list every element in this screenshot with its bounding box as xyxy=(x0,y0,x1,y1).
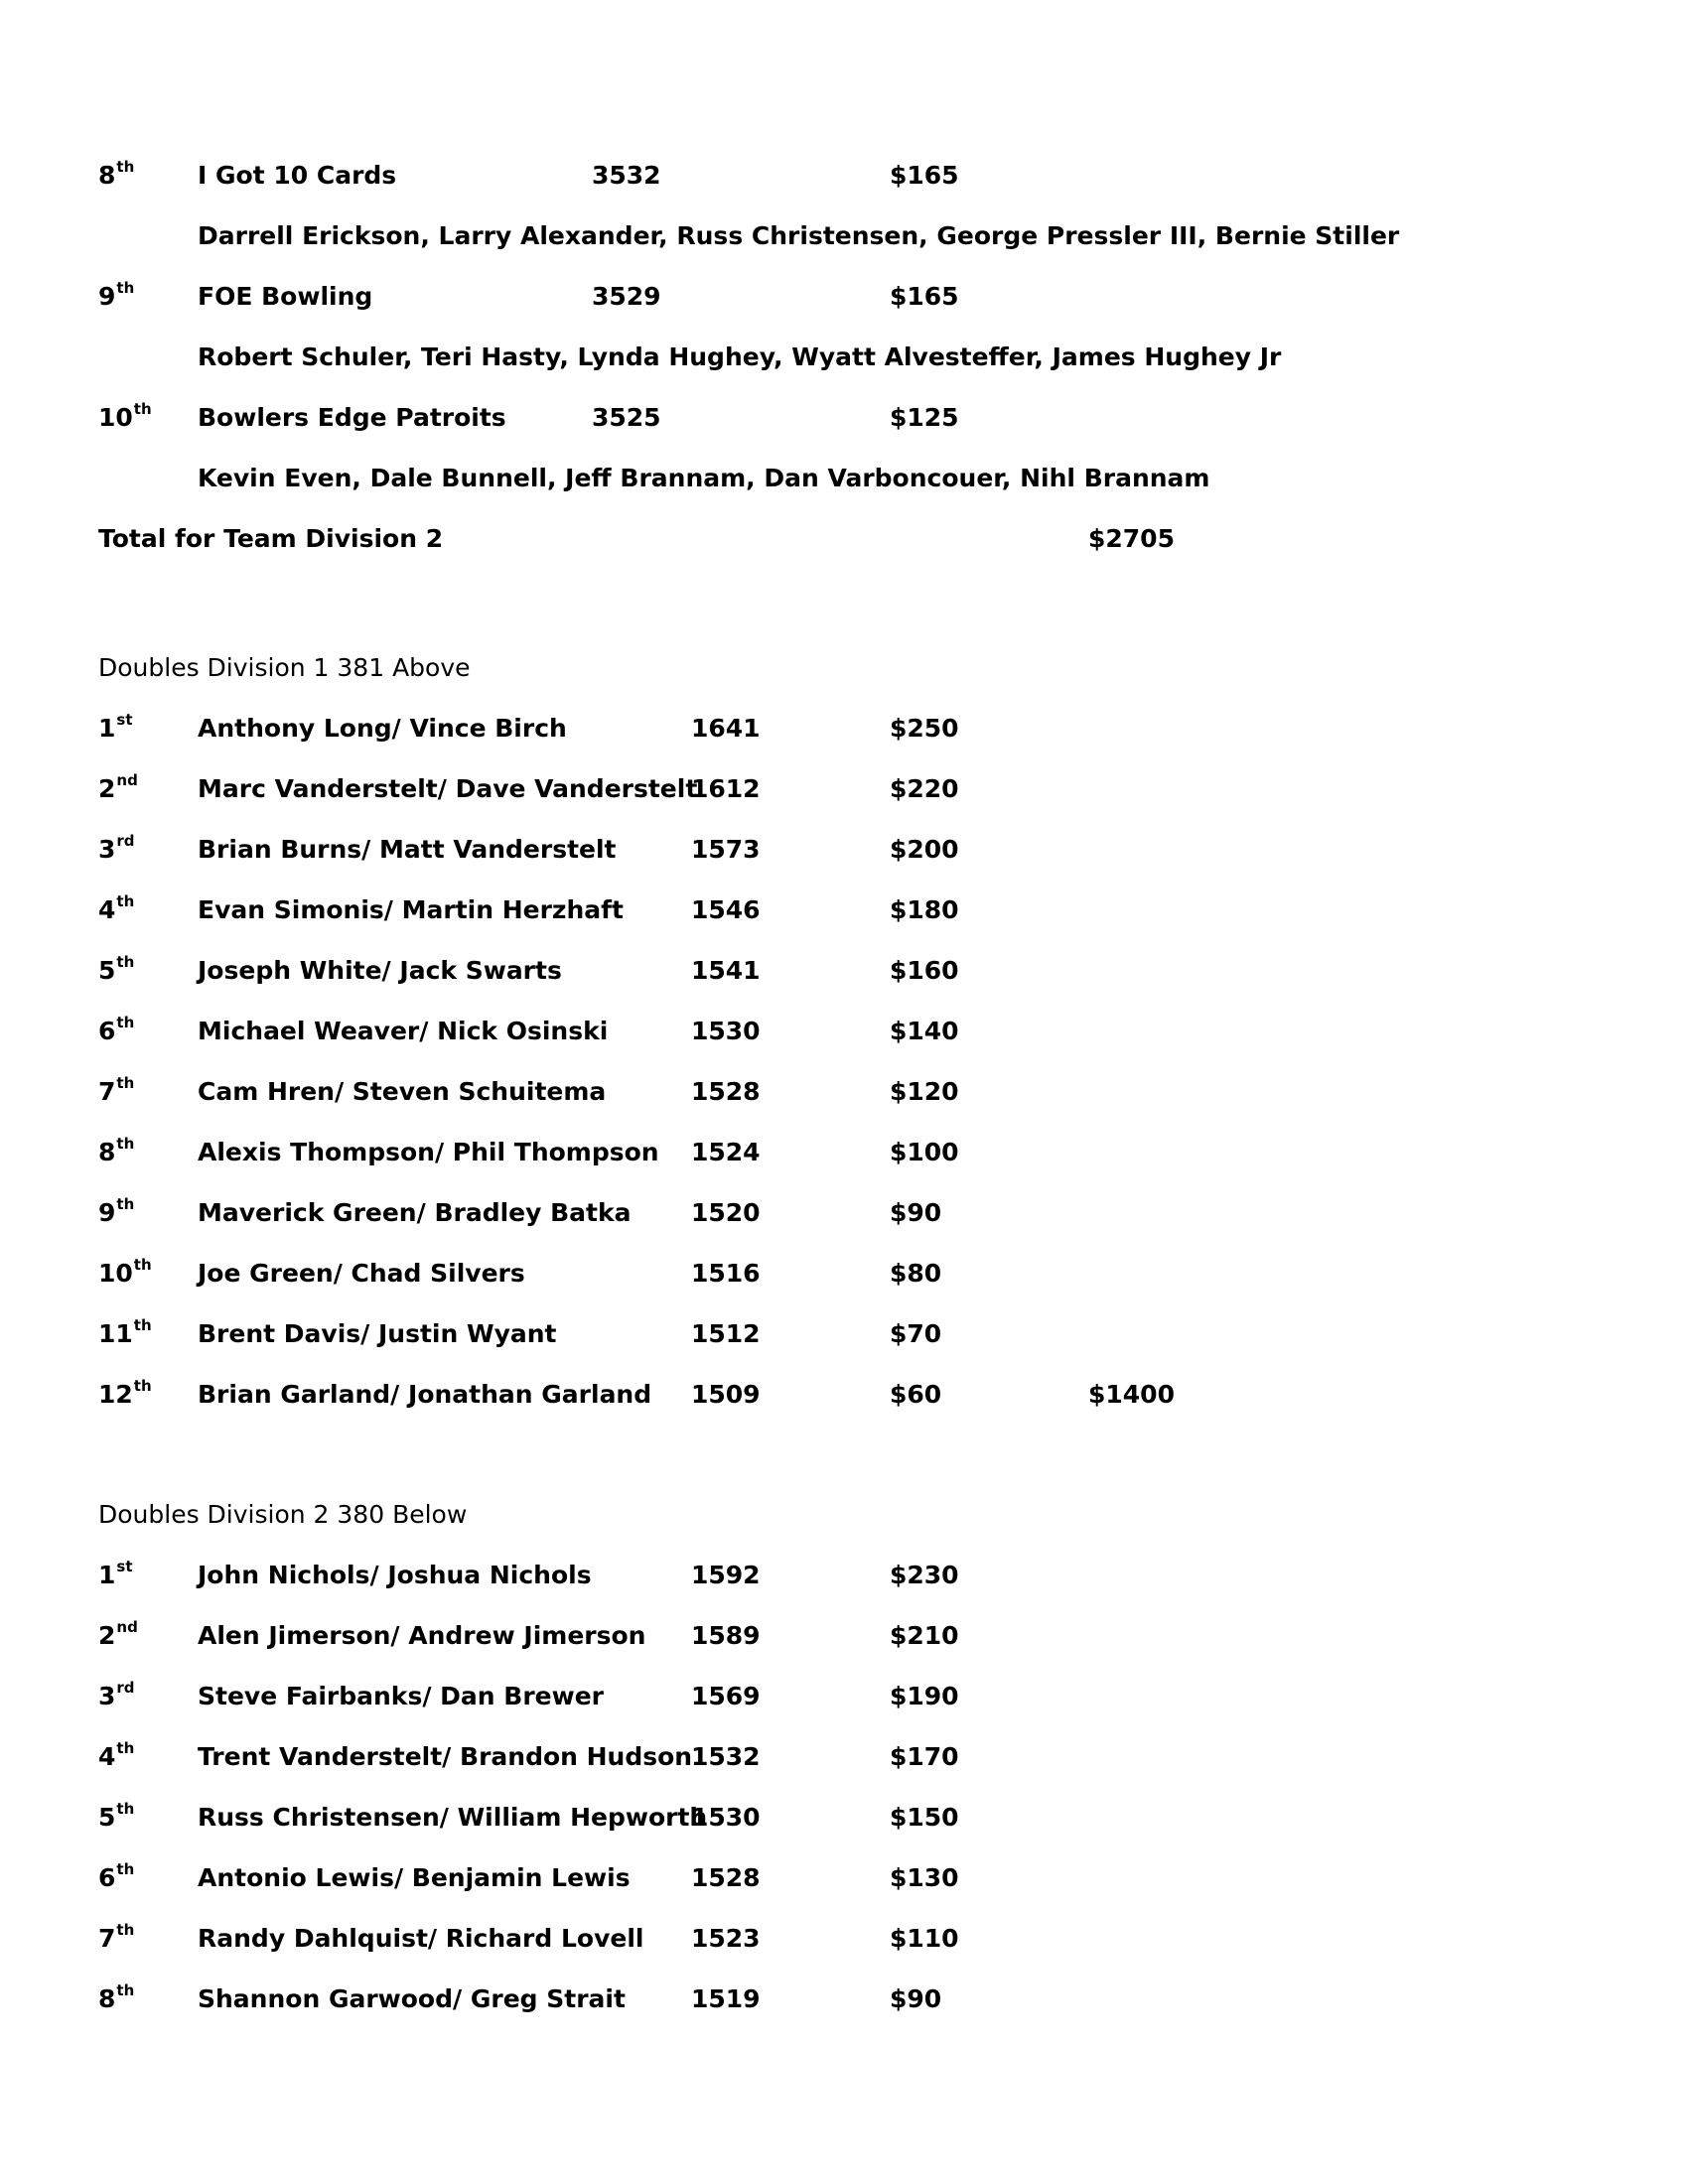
doubles-entry xyxy=(0,1254,1688,1294)
doubles-entry xyxy=(0,1858,1688,1898)
place: 9th xyxy=(98,1195,135,1227)
pair-names: Anthony Long/ Vince Birch xyxy=(198,714,567,743)
prize: $110 xyxy=(890,1924,959,1953)
prize: $180 xyxy=(890,895,959,924)
doubles-entry xyxy=(0,951,1688,991)
prize: $90 xyxy=(890,1984,942,2013)
place: 1st xyxy=(98,1558,133,1589)
pair-score: 1516 xyxy=(691,1259,761,1288)
place: 7th xyxy=(98,1921,135,1953)
doubles-entry xyxy=(0,1979,1688,2019)
pair-names: Marc Vanderstelt/ Dave Vanderstelt xyxy=(198,774,698,803)
prize: $165 xyxy=(890,282,959,311)
prize: $170 xyxy=(890,1742,959,1771)
pair-score: 1528 xyxy=(691,1863,761,1892)
pair-score: 1592 xyxy=(691,1561,761,1589)
total-value: $1400 xyxy=(1088,1380,1175,1409)
pair-score: 1641 xyxy=(691,714,761,743)
team-entry xyxy=(0,156,1688,196)
pair-score: 1541 xyxy=(691,956,761,985)
team-members: Robert Schuler, Teri Hasty, Lynda Hughey, Wyatt Alvesteffer, James Hughey Jr xyxy=(198,342,1282,371)
pair-names: Alexis Thompson/ Phil Thompson xyxy=(198,1138,659,1166)
pair-names: Evan Simonis/ Martin Herzhaft xyxy=(198,895,624,924)
team-score: 3532 xyxy=(592,161,661,190)
doubles-entry xyxy=(0,1012,1688,1051)
team-name: Bowlers Edge Patroits xyxy=(198,403,506,432)
prize: $200 xyxy=(890,835,959,864)
doubles-entry xyxy=(0,1375,1688,1415)
team-entry xyxy=(0,398,1688,438)
pair-names: Brent Davis/ Justin Wyant xyxy=(198,1319,557,1348)
team-name: FOE Bowling xyxy=(198,282,373,311)
place: 2nd xyxy=(98,1618,138,1650)
pair-score: 1573 xyxy=(691,835,761,864)
prize: $230 xyxy=(890,1561,959,1589)
pair-score: 1509 xyxy=(691,1380,761,1409)
prize: $140 xyxy=(890,1017,959,1045)
pair-score: 1520 xyxy=(691,1198,761,1227)
pair-names: Joseph White/ Jack Swarts xyxy=(198,956,562,985)
pair-score: 1523 xyxy=(691,1924,761,1953)
team-score: 3525 xyxy=(592,403,661,432)
prize: $100 xyxy=(890,1138,959,1166)
doubles-entry xyxy=(0,1737,1688,1777)
place: 2nd xyxy=(98,771,138,803)
place: 5th xyxy=(98,953,135,985)
doubles-entry xyxy=(0,830,1688,870)
doubles-entry xyxy=(0,769,1688,809)
pair-score: 1519 xyxy=(691,1984,761,2013)
team-entry xyxy=(0,277,1688,317)
team-members: Darrell Erickson, Larry Alexander, Russ Christensen, George Pressler III, Bernie Stiller xyxy=(198,221,1400,250)
pair-names: Steve Fairbanks/ Dan Brewer xyxy=(198,1682,604,1710)
pair-names: Michael Weaver/ Nick Osinski xyxy=(198,1017,609,1045)
pair-names: Brian Burns/ Matt Vanderstelt xyxy=(198,835,617,864)
prize: $130 xyxy=(890,1863,959,1892)
place: 5th xyxy=(98,1800,135,1832)
doubles-entry xyxy=(0,709,1688,749)
pair-names: Alen Jimerson/ Andrew Jimerson xyxy=(198,1621,646,1650)
doubles-entry xyxy=(0,1133,1688,1172)
pair-names: Randy Dahlquist/ Richard Lovell xyxy=(198,1924,644,1953)
section-heading: Doubles Division 1 381 Above xyxy=(98,653,471,682)
place: 12th xyxy=(98,1377,152,1409)
doubles-entry xyxy=(0,1314,1688,1354)
pair-score: 1532 xyxy=(691,1742,761,1771)
prize: $150 xyxy=(890,1803,959,1832)
prize: $90 xyxy=(890,1198,942,1227)
place: 10th xyxy=(98,400,152,432)
doubles-entry xyxy=(0,1193,1688,1233)
place: 6th xyxy=(98,1860,135,1892)
doubles-entry xyxy=(0,1919,1688,1959)
section-heading: Doubles Division 2 380 Below xyxy=(98,1500,468,1529)
pair-score: 1546 xyxy=(691,895,761,924)
pair-names: John Nichols/ Joshua Nichols xyxy=(198,1561,592,1589)
prize: $80 xyxy=(890,1259,942,1288)
pair-names: Brian Garland/ Jonathan Garland xyxy=(198,1380,652,1409)
pair-score: 1530 xyxy=(691,1803,761,1832)
pair-score: 1530 xyxy=(691,1017,761,1045)
pair-score: 1512 xyxy=(691,1319,761,1348)
place: 9th xyxy=(98,279,135,311)
prize: $120 xyxy=(890,1077,959,1106)
total-value: $2705 xyxy=(1088,524,1175,553)
place: 7th xyxy=(98,1074,135,1106)
place: 4th xyxy=(98,892,135,924)
prize: $220 xyxy=(890,774,959,803)
team-score: 3529 xyxy=(592,282,661,311)
pair-names: Russ Christensen/ William Hepworth xyxy=(198,1803,708,1832)
place: 4th xyxy=(98,1739,135,1771)
prize: $160 xyxy=(890,956,959,985)
total-label: Total for Team Division 2 xyxy=(98,524,444,553)
pair-score: 1612 xyxy=(691,774,761,803)
doubles-entry xyxy=(0,1798,1688,1838)
pair-score: 1569 xyxy=(691,1682,761,1710)
team-name: I Got 10 Cards xyxy=(198,161,397,190)
prize: $165 xyxy=(890,161,959,190)
place: 8th xyxy=(98,158,135,190)
pair-names: Trent Vanderstelt/ Brandon Hudson xyxy=(198,1742,693,1771)
team-division-total xyxy=(0,519,1688,559)
doubles-entry xyxy=(0,1616,1688,1656)
prize: $60 xyxy=(890,1380,942,1409)
prize: $250 xyxy=(890,714,959,743)
team-members: Kevin Even, Dale Bunnell, Jeff Brannam, Dan Varboncouer, Nihl Brannam xyxy=(198,464,1210,492)
pair-names: Joe Green/ Chad Silvers xyxy=(198,1259,525,1288)
prize: $125 xyxy=(890,403,959,432)
place: 1st xyxy=(98,711,133,743)
place: 11th xyxy=(98,1316,152,1348)
doubles-entry xyxy=(0,1677,1688,1716)
prize: $190 xyxy=(890,1682,959,1710)
pair-names: Shannon Garwood/ Greg Strait xyxy=(198,1984,626,2013)
place: 3rd xyxy=(98,832,135,864)
place: 6th xyxy=(98,1014,135,1045)
prize: $210 xyxy=(890,1621,959,1650)
doubles-entry xyxy=(0,1072,1688,1112)
place: 10th xyxy=(98,1256,152,1288)
pair-score: 1589 xyxy=(691,1621,761,1650)
place: 8th xyxy=(98,1981,135,2013)
pair-names: Cam Hren/ Steven Schuitema xyxy=(198,1077,607,1106)
doubles-entry xyxy=(0,890,1688,930)
place: 3rd xyxy=(98,1679,135,1710)
pair-names: Maverick Green/ Bradley Batka xyxy=(198,1198,632,1227)
pair-names: Antonio Lewis/ Benjamin Lewis xyxy=(198,1863,631,1892)
pair-score: 1524 xyxy=(691,1138,761,1166)
doubles-entry xyxy=(0,1556,1688,1595)
prize: $70 xyxy=(890,1319,942,1348)
place: 8th xyxy=(98,1135,135,1166)
pair-score: 1528 xyxy=(691,1077,761,1106)
